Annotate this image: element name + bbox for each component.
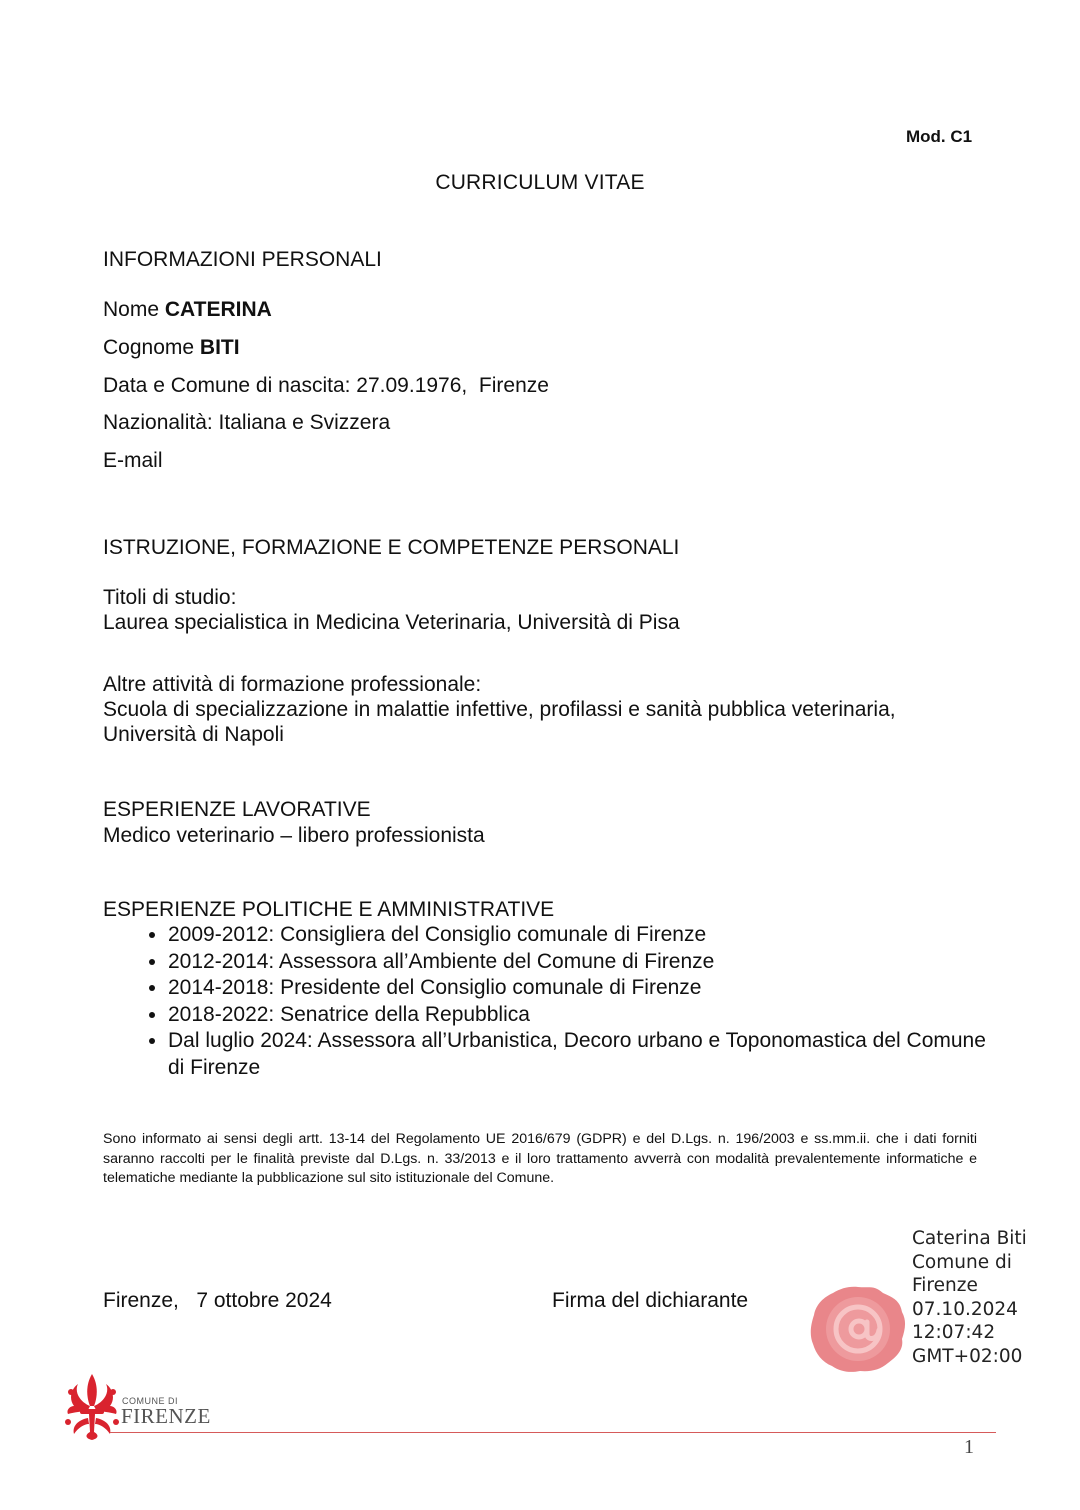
political-item: • Dal luglio 2024: Assessora all’Urbanistica, Decoro urbano e Toponomastica del Comune di Firenze: [168, 1028, 1008, 1081]
name-label: Nome: [103, 298, 160, 321]
signature-line: 12:07:42: [912, 1322, 996, 1343]
document-title: CURRICULUM VITAE: [435, 171, 645, 194]
place-date: Firenze, 7 ottobre 2024: [103, 1289, 332, 1312]
name-value: CATERINA: [164, 298, 272, 321]
signature-line: 07.10.2024: [912, 1298, 1018, 1320]
other-training-line-1: Scuola di specializzazione in malattie infettive, profilassi e sanità pubblica veterinaria,: [103, 698, 896, 721]
footer-divider: [110, 1432, 996, 1433]
name-line: [103, 297, 272, 322]
privacy-notice: Sono informato ai sensi degli artt. 13-14 del Regolamento UE 2016/679 (GDPR) e del D.Lgs. n. 196/2003 e ss.mm.ii. che i dati forniti saranno raccolti per le finalità previste dal D.Lgs. n. 33/2013 e il loro trattamento avverrà con modalità prevalentemente informatiche e telematiche mediante la pubblicazione sul sito istituzionale del Comune.: [103, 1131, 977, 1186]
birth-line: Data e Comune di nascita: 27.09.1976, Firenze: [103, 374, 549, 397]
other-training-label: Altre attività di formazione professionale:: [103, 673, 482, 696]
signature-line: GMT+02:00: [912, 1345, 1023, 1367]
nationality-line: Nazionalità: Italiana e Svizzera: [103, 411, 391, 434]
personal-heading: INFORMAZIONI PERSONALI: [103, 248, 382, 271]
political-item: • 2009-2012: Consigliera del Consiglio comunale di Firenze: [168, 922, 1008, 949]
form-code: Mod. C1: [906, 127, 973, 146]
signature-label: Firma del dichiarante: [552, 1289, 749, 1312]
degrees-label: Titoli di studio:: [103, 586, 237, 609]
email-label: E-mail: [103, 449, 163, 472]
work-item: Medico veterinario – libero professionista: [103, 824, 485, 847]
digital-signature-text: [912, 1227, 1027, 1368]
signature-line: Comune di: [912, 1251, 1012, 1273]
logo-subtitle: COMUNE DI: [122, 1396, 178, 1406]
surname-line: [103, 335, 240, 360]
signature-line: Caterina Biti: [912, 1228, 1027, 1249]
political-list: [103, 922, 1008, 1081]
political-item: • 2014-2018: Presidente del Consiglio comunale di Firenze: [168, 975, 1008, 1002]
surname-value: BITI: [199, 336, 240, 359]
work-heading: ESPERIENZE LAVORATIVE: [103, 798, 371, 821]
political-heading: ESPERIENZE POLITICHE E AMMINISTRATIVE: [103, 898, 555, 921]
page-number: 1: [964, 1436, 974, 1458]
logo-title: FIRENZE: [121, 1404, 211, 1428]
education-heading: ISTRUZIONE, FORMAZIONE E COMPETENZE PERSONALI: [103, 536, 680, 559]
degree-text: Laurea specialistica in Medicina Veterinaria, Università di Pisa: [103, 611, 680, 634]
other-training-line-2: Università di Napoli: [103, 723, 284, 746]
digital-signature-seal-icon: [808, 1284, 908, 1374]
political-item: • 2012-2014: Assessora all’Ambiente del Comune di Firenze: [168, 949, 1008, 976]
political-item: • 2018-2022: Senatrice della Repubblica: [168, 1002, 1008, 1029]
surname-label: Cognome: [103, 336, 195, 359]
signature-line: Firenze: [912, 1275, 978, 1296]
